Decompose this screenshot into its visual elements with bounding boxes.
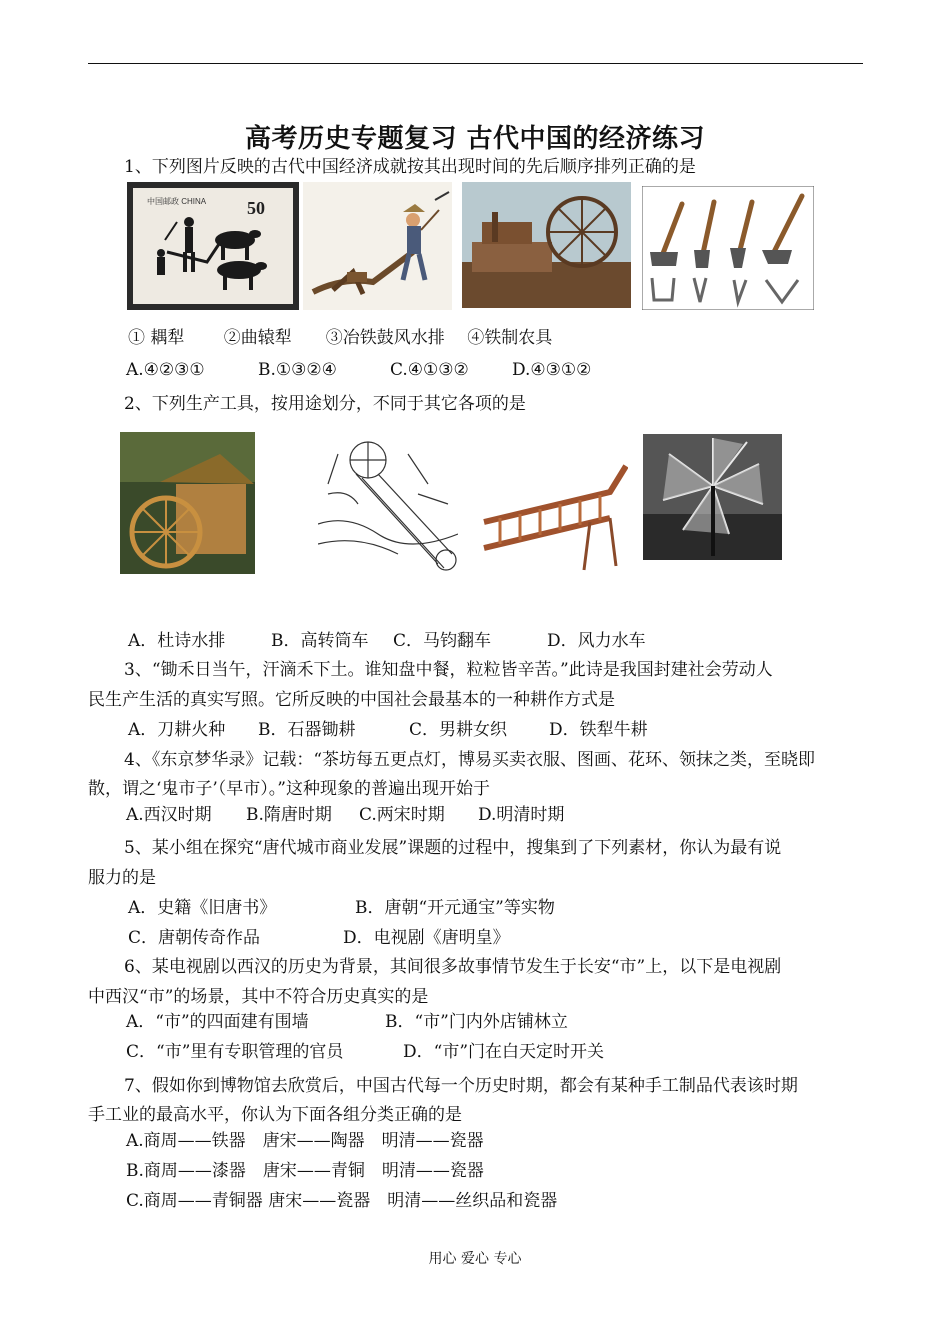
q5-option-c: C．唐朝传奇作品 xyxy=(128,928,261,948)
question-2-stem: 2、下列生产工具，按用途划分，不同于其它各项的是 xyxy=(124,394,526,414)
q5-option-d: D．电视剧《唐明皇》 xyxy=(343,928,510,948)
stamp-text: 中国邮政 CHINA xyxy=(147,197,207,206)
q6-option-b: B．“市”门内外店铺林立 xyxy=(385,1012,568,1032)
page-title: 高考历史专题复习 古代中国的经济练习 xyxy=(244,124,706,154)
question-7-stem-line1: 7、假如你到博物馆去欣赏后，中国古代每一个历史时期，都会有某种手工制品代表该时期 xyxy=(124,1076,798,1096)
curved-plow-image xyxy=(303,182,452,310)
question-6-stem-line2: 中西汉“市”的场景，其中不符合历史真实的是 xyxy=(88,987,429,1007)
stamp-value: 50 xyxy=(247,198,265,218)
question-6-stem-line1: 6、某电视剧以西汉的历史为背景，其间很多故事情节发生于长安“市”上，以下是电视剧 xyxy=(124,957,782,977)
q3-option-d: D．铁犁牛耕 xyxy=(549,720,648,740)
iron-tools-image xyxy=(642,186,814,310)
q5-option-a: A．史籍《旧唐书》 xyxy=(128,898,277,918)
q2-option-d: D．风力水车 xyxy=(547,631,646,651)
q2-option-b: B．高转筒车 xyxy=(271,631,369,651)
question-5-stem-line1: 5、某小组在探究“唐代城市商业发展”课题的过程中，搜集到了下列素材，你认为最有说 xyxy=(124,838,782,858)
q1-option-c: C.④①③② xyxy=(390,360,469,380)
q1-option-d: D.④③①② xyxy=(512,360,592,380)
q2-option-c: C．马钧翻车 xyxy=(393,631,492,651)
question-4-stem-line2: 散，谓之‘鬼市子’（早市）。”这种现象的普遍出现开始于 xyxy=(88,779,490,799)
question-1-stem: 1、下列图片反映的古代中国经济成就按其出现时间的先后顺序排列正确的是 xyxy=(124,157,696,177)
q1-option-a: A.④②③① xyxy=(126,360,205,380)
q5-option-b: B．唐朝“开元通宝”等实物 xyxy=(355,898,555,918)
high-rotary-tube-wheel-image xyxy=(318,434,458,574)
water-bellows-image xyxy=(462,182,631,308)
question-4-stem-line1: 4、《东京梦华录》记载：“茶坊每五更点灯，博易买卖衣服、图画、花环、领抹之类，至晓即 xyxy=(124,750,816,770)
q7-option-c: C.商周——青铜器 唐宋——瓷器 明清——丝织品和瓷器 xyxy=(126,1191,558,1211)
q7-option-a: A.商周——铁器 唐宋——陶器 明清——瓷器 xyxy=(126,1131,484,1151)
q6-option-c: C．“市”里有专职管理的官员 xyxy=(126,1042,344,1062)
q4-option-d: D.明清时期 xyxy=(478,805,565,825)
q4-option-b: B.隋唐时期 xyxy=(246,805,332,825)
question-3-stem-line2: 民生产生活的真实写照。它所反映的中国社会最基本的一种耕作方式是 xyxy=(88,690,615,710)
q3-option-c: C．男耕女织 xyxy=(409,720,508,740)
question-5-stem-line2: 服力的是 xyxy=(88,868,156,888)
q6-option-d: D．“市”门在白天定时开关 xyxy=(403,1042,605,1062)
water-wheel-hut-image xyxy=(120,432,255,574)
q4-option-a: A.西汉时期 xyxy=(126,805,212,825)
question-1-captions: ① 耦犁 ②曲辕犁 ③冶铁鼓风水排 ④铁制农具 xyxy=(128,328,553,348)
page-footer: 用心 爱心 专心 xyxy=(428,1251,522,1267)
q2-option-a: A．杜诗水排 xyxy=(128,631,226,651)
q1-option-b: B.①③②④ xyxy=(258,360,337,380)
wind-water-wheel-image xyxy=(643,434,782,560)
q3-option-b: B．石器锄耕 xyxy=(258,720,356,740)
dragon-backbone-pump-image xyxy=(480,462,628,572)
header-rule xyxy=(88,63,863,64)
q3-option-a: A．刀耕火种 xyxy=(128,720,226,740)
q6-option-a: A．“市”的四面建有围墙 xyxy=(126,1012,309,1032)
question-7-stem-line2: 手工业的最高水平，你认为下面各组分类正确的是 xyxy=(88,1105,462,1125)
question-3-stem-line1: 3、“锄禾日当午，汗滴禾下土。谁知盘中餐，粒粒皆辛苦。”此诗是我国封建社会劳动人 xyxy=(124,660,773,680)
q4-option-c: C.两宋时期 xyxy=(359,805,445,825)
q7-option-b: B.商周——漆器 唐宋——青铜 明清——瓷器 xyxy=(126,1161,484,1181)
stamp-plowing-image xyxy=(127,182,299,310)
